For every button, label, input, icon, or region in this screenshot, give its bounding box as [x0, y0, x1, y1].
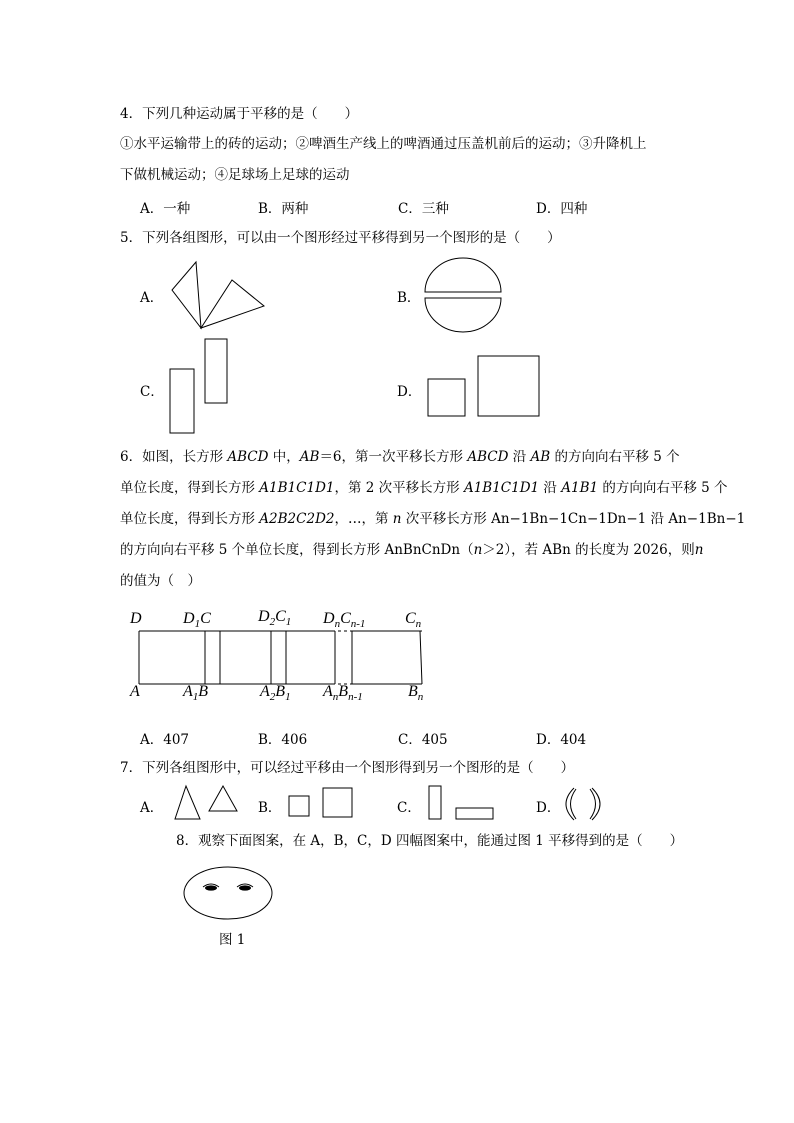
q5-option-d-label[interactable]: D． [397, 384, 422, 400]
q7-option-c-label[interactable]: C． [397, 800, 421, 816]
left-pupil [205, 885, 217, 890]
q5-stem: 5．下列各组图形，可以由一个图形经过平移得到另一个图形的是（ ） [120, 230, 561, 246]
triangle-shape [209, 786, 237, 811]
q5-figure-c [168, 338, 232, 436]
q5-figure-a [168, 262, 268, 332]
q7-option-a-label[interactable]: A． [140, 800, 164, 816]
q4-option-c[interactable]: C．三种 [398, 201, 449, 217]
q6-line3: 单位长度，得到长方形 A2B2C2D2，…，第 n 次平移长方形 An−1Bn−1Cn−1Dn−1 沿 An−1Bn−1 [120, 511, 746, 527]
half-circle-bottom [425, 298, 501, 332]
q4-option-a[interactable]: A．一种 [140, 201, 191, 217]
q7-option-b-label[interactable]: B． [258, 800, 282, 816]
rectangle-shape [170, 369, 194, 433]
q8-figure-1-face [183, 866, 275, 920]
q7-stem: 7．下列各组图形中，可以经过平移由一个图形得到另一个图形的是（ ） [120, 760, 575, 776]
q6-line1: 6．如图，长方形 ABCD 中，AB＝6，第一次平移长方形 ABCD 沿 AB 的方向向右平移 5 个 [120, 449, 680, 465]
q6-figure [120, 605, 440, 705]
q6-line4: 的方向向右平移 5 个单位长度，得到长方形 AnBnCnDn（n＞2），若 ABn 的长度为 2026，则n [120, 542, 704, 558]
label-d2c1: $D_2C_1$ [258, 608, 292, 629]
q7-option-d-label[interactable]: D． [536, 800, 561, 816]
q6-line2: 单位长度，得到长方形 A1B1C1D1，第 2 次平移长方形 A1B1C1D1 沿 A1B1 的方向向右平移 5 个 [120, 480, 728, 496]
q4-option-d[interactable]: D．四种 [536, 201, 588, 217]
triangle-shape [172, 262, 201, 328]
label-a1b: $A_1B$ [183, 683, 209, 704]
label-cn: $C_n$ [405, 610, 422, 631]
triangle-shape [201, 280, 264, 328]
q4-line1: ①水平运输带上的砖的运动；②啤酒生产线上的啤酒通过压盖机前后的运动；③升降机上 [120, 136, 647, 152]
vertical-rectangle [429, 786, 441, 819]
q7-figure-c [428, 785, 496, 821]
label-anbn1: $A_nB_{n-1}$ [323, 683, 363, 704]
left-arc-inner [571, 789, 577, 819]
face-outline [184, 867, 272, 919]
q6-option-d[interactable]: D．404 [536, 732, 587, 748]
label-a2b1: $A_2B_1$ [260, 683, 291, 704]
horizontal-rectangle [456, 808, 493, 819]
triangle-shape [175, 786, 200, 819]
half-circle-top [425, 258, 501, 292]
q6-option-a[interactable]: A．407 [140, 732, 190, 748]
large-square [478, 356, 539, 416]
q8-figure-caption: 图 1 [219, 932, 246, 948]
label-a: A [130, 683, 140, 700]
q5-figure-d [427, 355, 541, 417]
q8-stem: 8．观察下面图案，在 A，B，C，D 四幅图案中，能通过图 1 平移得到的是（ ） [176, 833, 684, 849]
right-pupil [239, 885, 251, 890]
rectangle-shape [205, 339, 227, 403]
q5-option-b-label[interactable]: B． [397, 290, 421, 306]
q6-line5: 的值为（ ） [120, 573, 201, 589]
q5-figure-b [423, 257, 503, 333]
q7-figure-b [288, 787, 354, 819]
q7-figure-d [564, 787, 604, 823]
right-arc-inner [590, 789, 596, 819]
q4-option-b[interactable]: B．两种 [258, 201, 309, 217]
label-dncn1: $D_nC_{n-1}$ [323, 610, 366, 631]
q4-stem: 4．下列几种运动属于平移的是（ ） [120, 106, 359, 122]
q6-option-c[interactable]: C．405 [398, 732, 448, 748]
label-d1c: $D_1C$ [183, 610, 211, 631]
label-d: D [130, 610, 142, 627]
q4-line2: 下做机械运动；④足球场上足球的运动 [120, 167, 350, 183]
q7-figure-a [173, 784, 239, 822]
small-square [289, 796, 309, 816]
label-bn: $B_n$ [408, 683, 424, 704]
small-square [428, 379, 465, 416]
q5-option-a-label[interactable]: A． [140, 290, 164, 306]
large-square [323, 788, 352, 817]
q5-option-c-label[interactable]: C． [140, 384, 164, 400]
q6-option-b[interactable]: B．406 [258, 732, 308, 748]
